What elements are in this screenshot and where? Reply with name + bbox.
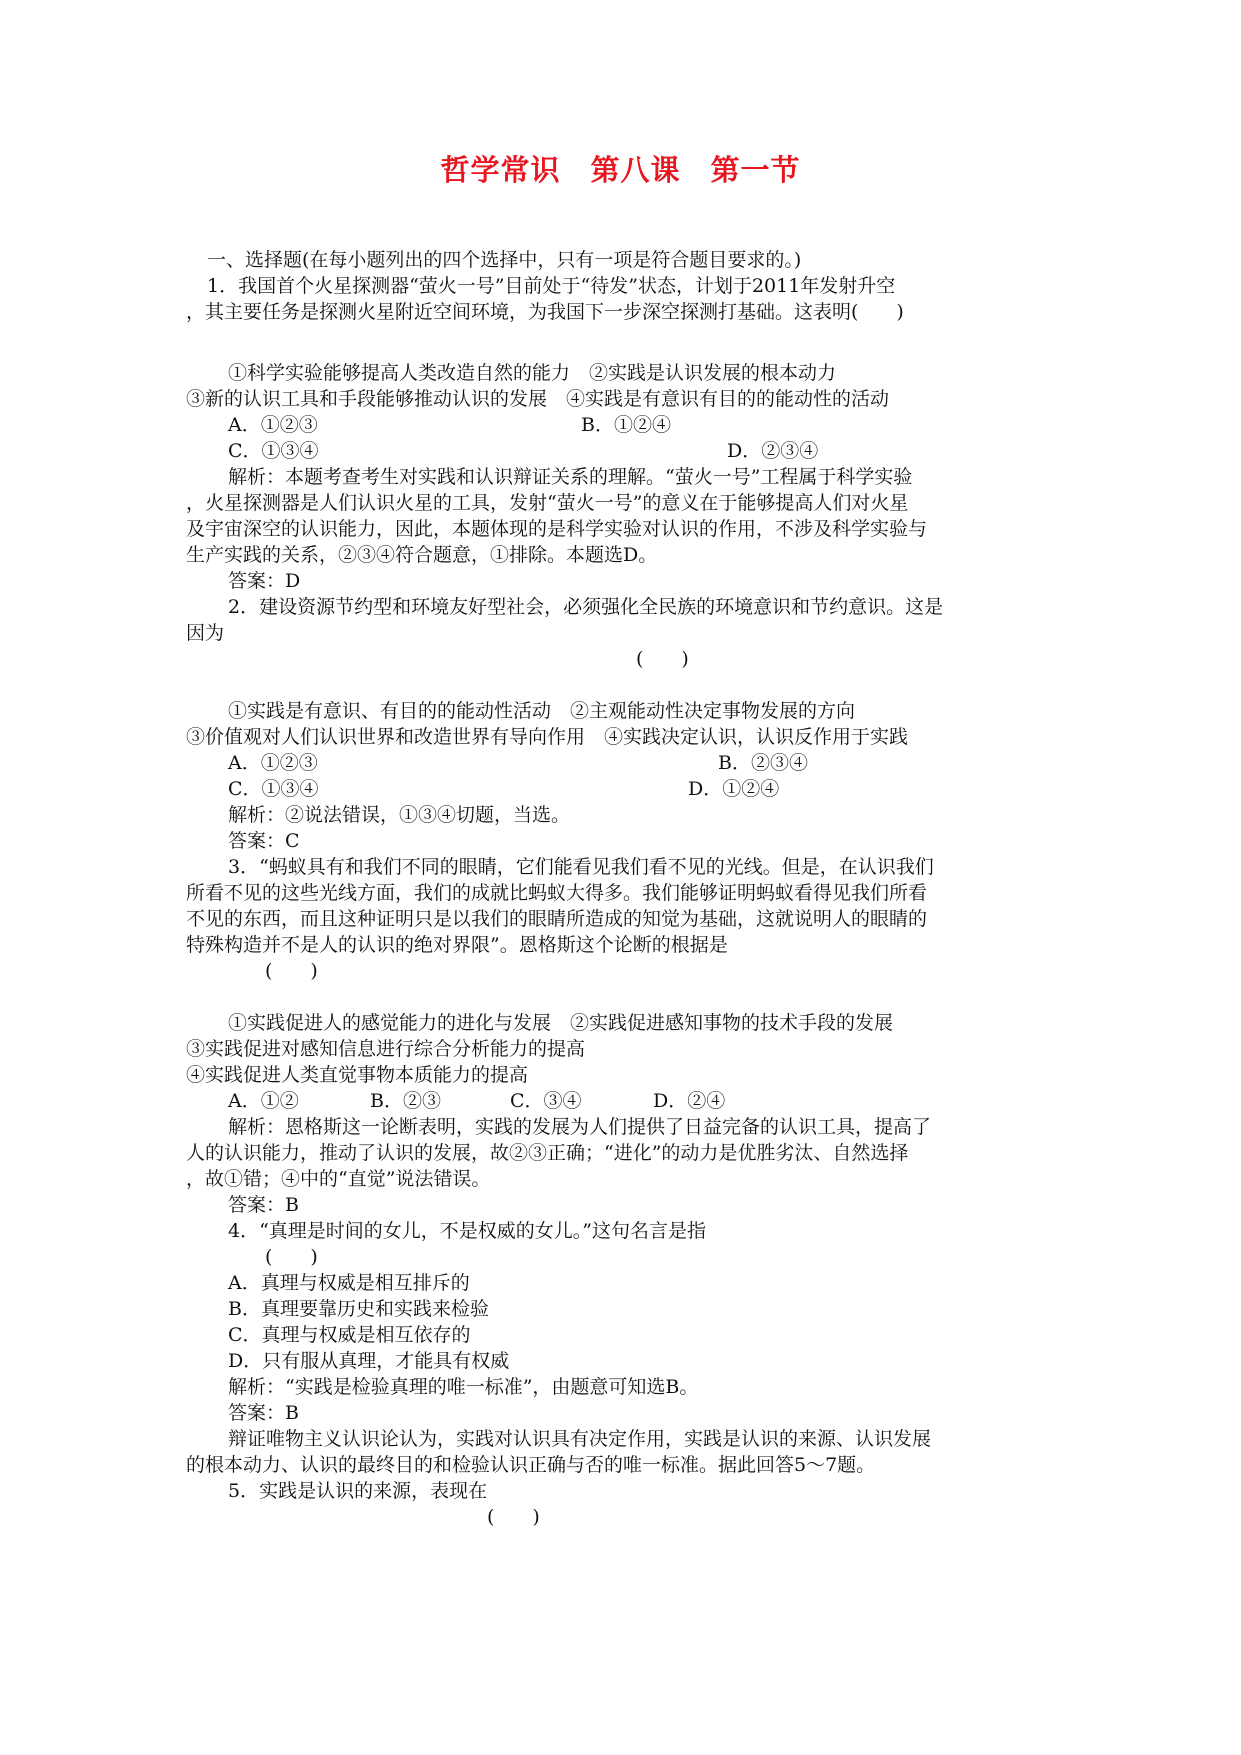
q4-stem: 4．“真理是时间的女儿，不是权威的女儿。”这句名言是指	[228, 1220, 707, 1242]
q3-option-b: B．②③	[370, 1090, 441, 1112]
q3-analysis-line1: 解析：恩格斯这一论断表明，实践的发展为人们提供了日益完备的认识工具，提高了	[228, 1116, 932, 1138]
q3-answer: 答案：B	[228, 1194, 299, 1216]
q2-answer: 答案：C	[228, 830, 300, 852]
q2-answer-paren: ( )	[636, 648, 689, 670]
q1-option-b: B．①②④	[581, 414, 671, 436]
section-heading: 一、选择题(在每小题列出的四个选择中，只有一项是符合题目要求的。)	[207, 249, 802, 271]
q1-statements-1-2: ①科学实验能够提高人类改造自然的能力 ②实践是认识发展的根本动力	[228, 362, 837, 384]
q4-option-a: A．真理与权威是相互排斥的	[228, 1272, 470, 1294]
q1-statements-3-4: ③新的认识工具和手段能够推动认识的发展 ④实践是有意识有目的的能动性的活动	[186, 388, 890, 410]
q1-option-d: D．②③④	[727, 440, 819, 462]
intro-line1: 辩证唯物主义认识论认为，实践对认识具有决定作用，实践是认识的来源、认识发展	[228, 1428, 932, 1450]
q1-stem-line1: 1．我国首个火星探测器“萤火一号”目前处于“待发”状态，计划于2011年发射升空	[207, 275, 896, 297]
q1-option-c: C．①③④	[228, 440, 319, 462]
q1-analysis-line2: ，火星探测器是人们认识火星的工具，发射“萤火一号”的意义在于能够提高人们对火星	[186, 492, 909, 514]
q5-stem: 5．实践是认识的来源，表现在	[228, 1480, 488, 1502]
q4-answer-paren: ( )	[265, 1246, 318, 1268]
page-title: 哲学常识 第八课 第一节	[440, 153, 801, 187]
q1-analysis-line1: 解析：本题考查考生对实践和认识辩证关系的理解。“萤火一号”工程属于科学实验	[228, 466, 913, 488]
q3-stem-line1: 3．“蚂蚁具有和我们不同的眼睛，它们能看见我们看不见的光线。但是，在认识我们	[228, 856, 934, 878]
q3-stem-line4: 特殊构造并不是人的认识的绝对界限”。恩格斯这个论断的根据是	[186, 934, 728, 956]
q1-stem-line2: ，其主要任务是探测火星附近空间环境，为我国下一步深空探测打基础。这表明( )	[186, 301, 904, 323]
q4-option-b: B．真理要靠历史和实践来检验	[228, 1298, 489, 1320]
q1-analysis-line4: 生产实践的关系，②③④符合题意，①排除。本题选D。	[186, 544, 658, 566]
q2-analysis: 解析：②说法错误，①③④切题，当选。	[228, 804, 571, 826]
q2-option-b: B．②③④	[718, 752, 808, 774]
q1-option-a: A．①②③	[228, 414, 318, 436]
q2-option-c: C．①③④	[228, 778, 319, 800]
q3-option-c: C．③④	[510, 1090, 582, 1112]
q1-answer: 答案：D	[228, 570, 301, 592]
q2-statements-1-2: ①实践是有意识、有目的的能动性活动 ②主观能动性决定事物发展的方向	[228, 700, 856, 722]
intro-line2: 的根本动力、认识的最终目的和检验认识正确与否的唯一标准。据此回答5～7题。	[186, 1454, 876, 1476]
q3-statements-1-2: ①实践促进人的感觉能力的进化与发展 ②实践促进感知事物的技术手段的发展	[228, 1012, 894, 1034]
q3-statement-4: ④实践促进人类直觉事物本质能力的提高	[186, 1064, 529, 1086]
q2-statements-3-4: ③价值观对人们认识世界和改造世界有导向作用 ④实践决定认识，认识反作用于实践	[186, 726, 909, 748]
q3-analysis-line2: 人的认识能力，推动了认识的发展，故②③正确；“进化”的动力是优胜劣汰、自然选择	[186, 1142, 909, 1164]
q5-answer-paren: ( )	[487, 1506, 540, 1528]
q3-analysis-line3: ，故①错；④中的“直觉”说法错误。	[186, 1168, 491, 1190]
q2-option-a: A．①②③	[228, 752, 318, 774]
q2-stem-line1: 2．建设资源节约型和环境友好型社会，必须强化全民族的环境意识和节约意识。这是	[228, 596, 944, 618]
q1-analysis-line3: 及宇宙深空的认识能力，因此，本题体现的是科学实验对认识的作用，不涉及科学实验与	[186, 518, 928, 540]
q2-stem-line2: 因为	[186, 622, 225, 644]
q4-analysis: 解析：“实践是检验真理的唯一标准”，由题意可知选B。	[228, 1376, 699, 1398]
q3-stem-line2: 所看不见的这些光线方面，我们的成就比蚂蚁大得多。我们能够证明蚂蚁看得见我们所看	[186, 882, 928, 904]
q3-statement-3: ③实践促进对感知信息进行综合分析能力的提高	[186, 1038, 586, 1060]
q4-option-d: D．只有服从真理，才能具有权威	[228, 1350, 510, 1372]
q3-answer-paren: ( )	[265, 960, 318, 982]
q3-option-a: A．①②	[228, 1090, 299, 1112]
q3-stem-line3: 不见的东西，而且这种证明只是以我们的眼睛所造成的知觉为基础，这就说明人的眼睛的	[186, 908, 928, 930]
q2-option-d: D．①②④	[688, 778, 780, 800]
q4-option-c: C．真理与权威是相互依存的	[228, 1324, 471, 1346]
q3-option-d: D．②④	[653, 1090, 726, 1112]
q4-answer: 答案：B	[228, 1402, 299, 1424]
